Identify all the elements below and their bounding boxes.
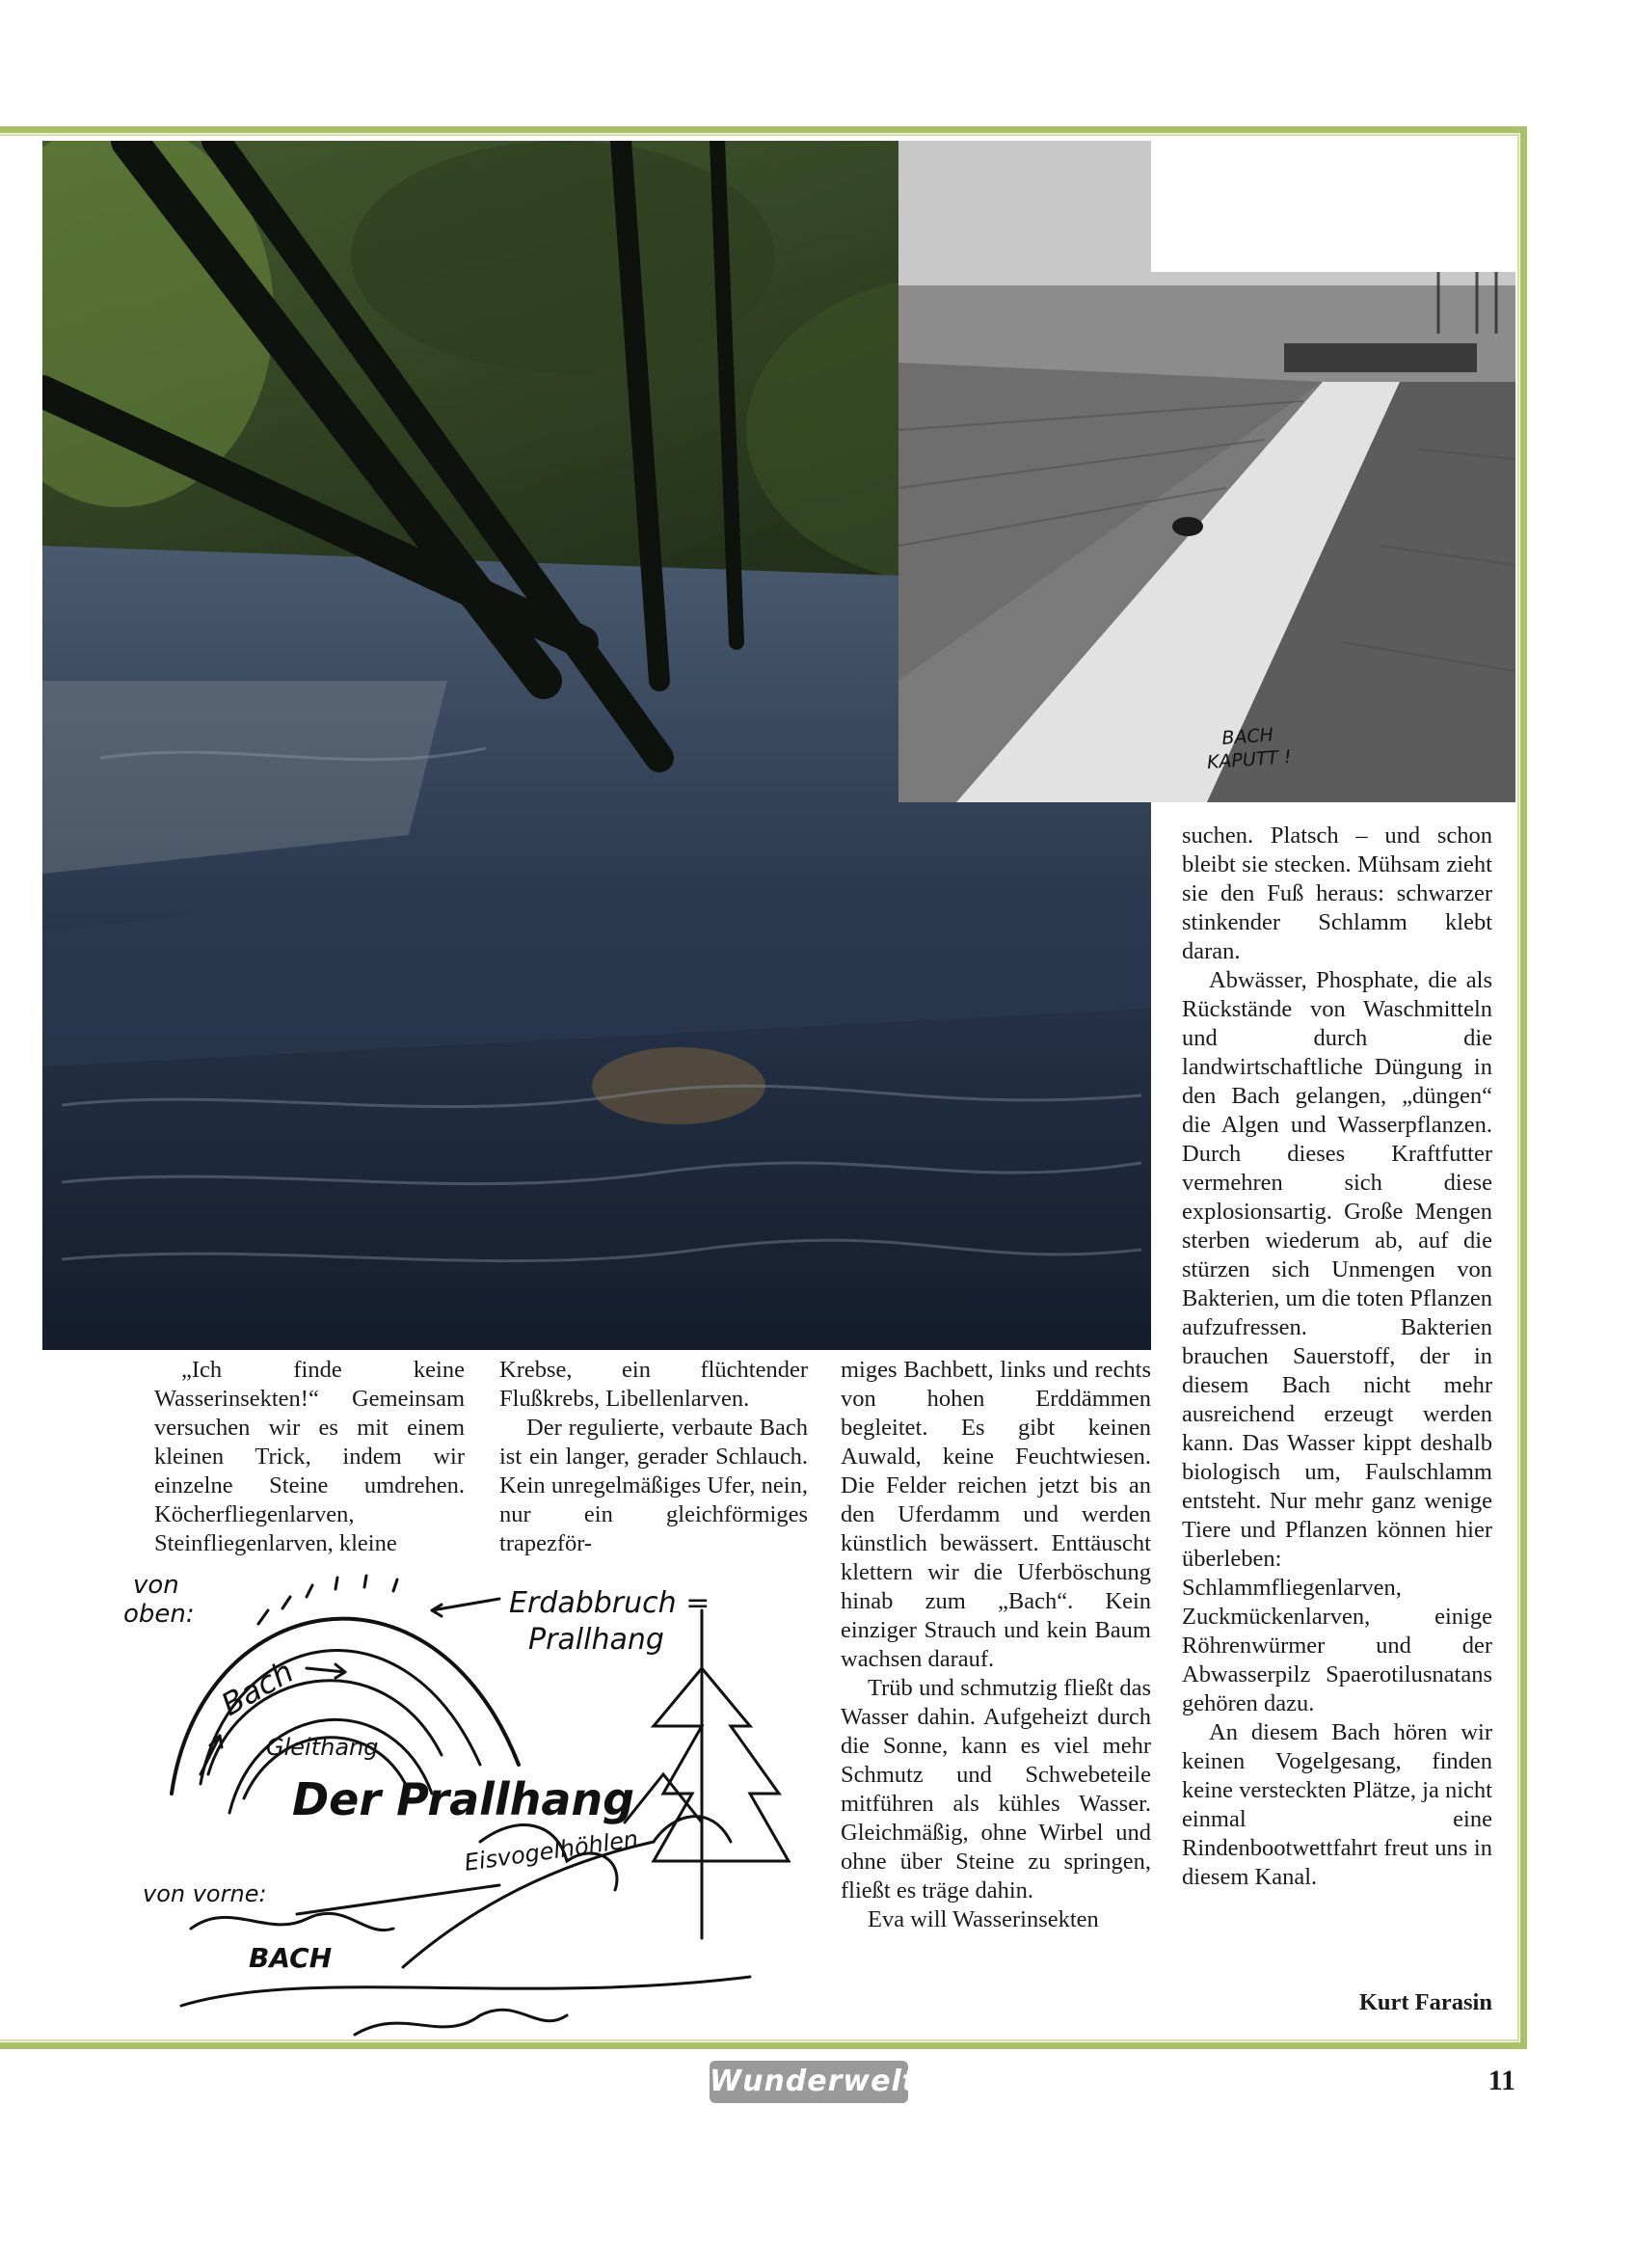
paragraph: An diesem Bach hören wir keinen Vogelgesang, finden keine versteckten Plätze, ja nicht einmal eine Rindenbootwettfahrt freut uns in diesem Kanal. (1182, 1719, 1492, 1890)
paragraph: „Ich finde keine Wasserinsekten!“ Gemeinsam versuchen wir es mit einem kleinen Trick, indem wir einzelne Steine umdrehen. Köcherfliegenlarven, Steinfliegenlarven, kleine (154, 1357, 465, 1556)
paragraph: miges Bachbett, links und rechts von hohen Erddämmen begleitet. Es gibt keinen Auwald, keine Feuchtwiesen. Die Felder reichen jetzt bis an den Uferdamm und werden künstlich bewässert. Enttäuscht klettern wir die Uferböschung hinab zum „Bach“. Kein einziger Strauch und kein Baum wachsen darauf. (841, 1357, 1151, 1672)
paragraph: Der regulierte, verbaute Bach ist ein langer, gerader Schlauch. Kein unregelmäßiges Ufer, nein, nur ein gleichförmiges trapezför- (499, 1415, 808, 1556)
magazine-logo: Wunderwelt (710, 2061, 908, 2103)
label-gleithang: Gleithang (266, 1734, 379, 1761)
label-oben: oben: (123, 1600, 195, 1629)
label-bach-bottom: BACH (249, 1942, 333, 1974)
canal-photo-caption (1184, 721, 1312, 776)
text-column-2 (499, 1356, 808, 1558)
label-erdabbruch: Erdabbruch = (509, 1586, 710, 1620)
caption-bach: BACH (1220, 724, 1274, 749)
inset-blank-area (1151, 141, 1517, 272)
paragraph: suchen. Platsch – und schon bleibt sie stecken. Mühsam zieht sie den Fuß heraus: schwarzer stinkender Schlamm klebt daran. (1182, 823, 1492, 964)
label-prallhang: Prallhang (528, 1623, 664, 1657)
paragraph: Eva will Wasserinsekten (868, 1906, 1099, 1932)
page-number: 11 (1488, 2065, 1515, 2096)
label-von: von (133, 1571, 179, 1600)
paragraph: Abwässer, Phosphate, die als Rückstände von Waschmitteln und durch die landwirtschaftliche Düngung in den Bach gelangen, „düngen“ die Algen und Wasserpflanzen. Durch dieses Kraftfutter vermehren sich diese explosionsartig. Große Mengen sterben wiederum ab, auf die stürzen sich Unmengen von Bakterien, um die toten Pflanzen aufzufressen. Bakterien brauchen Sauerstoff, der in diesem Bach nicht mehr ausreichend erzeugt werden kann. Das Wasser kippt deshalb biologisch um, Faulschlamm entsteht. Nur mehr ganz wenige Tiere und Pflanzen können hier überleben: Schlammfliegenlarven, Zuckmückenlarven, einige Röhrenwürmer und der Abwasserpilz Spaerotilusnatans gehören dazu. (1182, 967, 1492, 1716)
text-column-3 (841, 1356, 1151, 1934)
label-bach-top: Bach (215, 1653, 300, 1723)
label-eisvogel: Eisvogelhöhlen (462, 1824, 640, 1876)
paragraph: Trüb und schmutzig fließt das Wasser dahin. Aufgeheizt durch die Sonne, kann es viel mehr Schmutz und Schwebeteile mitführen als kühles Wasser. Gleichmäßig, ohne Wirbel und ohne über Steine zu springen, fließt es träge dahin. (841, 1675, 1151, 1904)
paragraph: Krebse, ein flüchtender Flußkrebs, Libellenlarven. (499, 1357, 808, 1412)
author-name: Kurt Farasin (1358, 1989, 1492, 2015)
caption-kaputt: KAPUTT ! (1206, 745, 1293, 774)
text-column-4 (1182, 822, 1492, 1892)
label-von-vorne: von vorne: (143, 1880, 267, 1907)
text-column-1 (154, 1356, 465, 1558)
sketch-title: Der Prallhang (292, 1773, 635, 1825)
prallhang-sketch (114, 1552, 846, 2044)
